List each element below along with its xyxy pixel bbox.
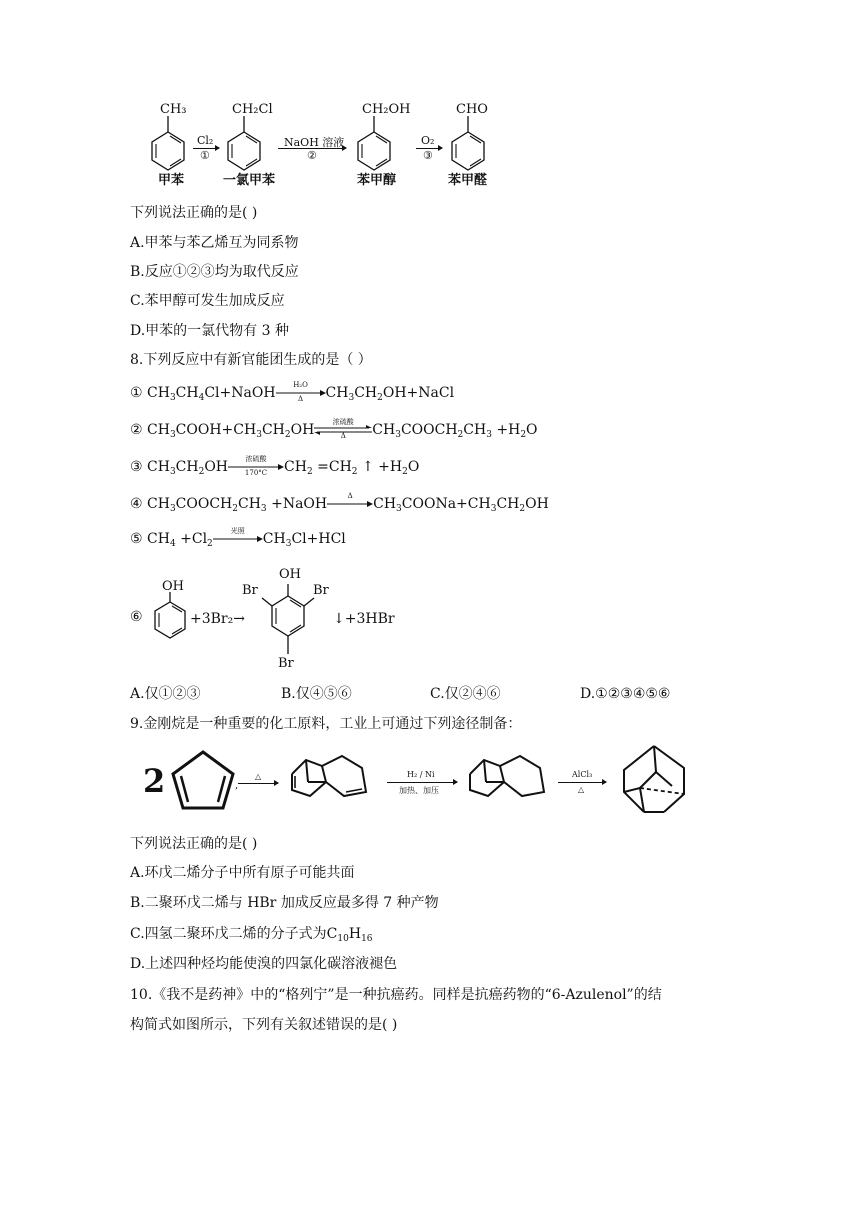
q7-option-d: D.甲苯的一氯代物有 3 种: [130, 323, 289, 339]
q8-option-a: A.仅①②③: [130, 686, 201, 702]
substituent-ch2oh: CH₂OH: [362, 102, 411, 117]
eq2-arrow-bottom: Δ: [340, 432, 346, 440]
q8-option-d: D.①②③④⑤⑥: [580, 686, 671, 702]
tribromophenol-br-right: Br: [313, 583, 329, 598]
arrow-2-bottom: ②: [307, 149, 317, 162]
q8-equation-3: ③ $CH_3CH_2OH$ 浓硫酸 170°C $CH_2 =CH_2$ ↑ $+H_2O$: [130, 455, 420, 477]
arrow-3-bottom: ③: [423, 149, 433, 162]
q9-option-b: B.二聚环戊二烯与 HBr 加成反应最多得 7 种产物: [130, 895, 439, 911]
name-benzyl-alcohol: 苯甲醇: [357, 173, 397, 188]
eq1-arrow-top: H₂O: [293, 381, 308, 389]
tribromophenol-br-left: Br: [242, 583, 258, 598]
name-toluene: 甲苯: [158, 173, 185, 188]
arrow-1-bottom: ①: [200, 149, 210, 162]
arrow-3: [416, 134, 444, 164]
eq1-arrow-bottom: Δ: [298, 395, 304, 403]
q10-line-1: 10.《我不是药神》中的“格列宁”是一种抗癌药。同样是抗癌药物的“6-Azulenol”的结: [130, 987, 662, 1003]
q9-arrow-2: [387, 768, 459, 798]
eq4-arrow-top: Δ: [347, 492, 353, 500]
arrow-2: [278, 134, 348, 164]
arrow-2-top: NaOH 溶液: [284, 136, 345, 149]
q7-option-c: C.苯甲醇可发生加成反应: [130, 293, 285, 309]
q9-option-d: D.上述四种烃均能使溴的四氯化碳溶液褪色: [130, 956, 398, 972]
q9-option-c-wrap: [130, 925, 373, 943]
svg-text:,: ,: [235, 780, 239, 791]
q8-equation-1: ① $CH_3CH_4Cl+NaOH$ H₂O Δ $CH_3CH_2OH+NaCl$: [130, 381, 455, 403]
benzene-ring-benzaldehyde: [446, 114, 490, 176]
eq6-number: ⑥: [130, 609, 143, 625]
tribromophenol-oh-label: OH: [279, 567, 301, 582]
eq3-number: ③: [130, 459, 143, 475]
eq5-arrow-top: 光照: [230, 527, 245, 535]
q7-option-a: A.甲苯与苯乙烯互为同系物: [130, 235, 299, 251]
q9-arrow-2-bottom: 加热、加压: [399, 786, 439, 795]
dicyclopentadiene: [282, 748, 382, 814]
formula-c10h16: $C_{10}H_{16}$: [326, 926, 373, 944]
q10-line-2: 构简式如图所示，下列有关叙述错误的是( ): [130, 1017, 398, 1033]
eq1-number: ①: [130, 385, 143, 401]
q9-arrow-3-bottom: △: [578, 785, 585, 794]
cyclopentadiene: [165, 748, 241, 812]
q9-option-a: A.环戊二烯分子中所有原子可能共面: [130, 865, 355, 881]
q8-stem: 8.下列反应中有新官能团生成的是（ ）: [130, 352, 372, 368]
coefficient-2: 2: [143, 762, 166, 800]
eq6-reagent: +3Br₂→: [190, 611, 245, 627]
eq2-arrow-top: 浓硫酸: [332, 418, 354, 426]
q9-arrow-1-top: △: [255, 772, 262, 781]
q8-equation-4: ④ $CH_3COOCH_2CH_3$ +NaOH Δ $CH_3COONa+CH_3CH_2OH$: [130, 492, 549, 514]
name-benzyl-chloride: 一氯甲苯: [223, 173, 276, 188]
eq3-arrow-top: 浓硫酸: [245, 455, 267, 463]
q9-arrow-2-top: H₂ / Ni: [407, 770, 435, 779]
benzene-ring-benzyl-alcohol: [352, 114, 396, 176]
eq5-number: ⑤: [130, 531, 143, 547]
q9-arrow-1: [238, 772, 280, 792]
q9-stem: 9.金刚烷是一种重要的化工原料，工业上可通过下列途径制备：: [130, 716, 522, 732]
q8-option-c: C.仅②④⑥: [430, 686, 501, 702]
q9-arrow-3: [558, 768, 608, 798]
tetrahydrodicyclopentadiene: [460, 748, 560, 814]
phenol-ring: [150, 592, 190, 644]
adamantane: [614, 742, 694, 818]
tribromophenol-br-bottom: Br: [278, 656, 294, 671]
benzene-ring-benzyl-chloride: [222, 114, 266, 176]
q8-option-b: B.仅④⑤⑥: [281, 686, 352, 702]
eq3-arrow-bottom: 170°C: [244, 469, 268, 477]
arrow-3-top: O₂: [421, 134, 435, 147]
substituent-cho: CHO: [456, 102, 488, 117]
phenol-oh-label: OH: [162, 579, 184, 594]
eq2-number: ②: [130, 422, 143, 438]
arrow-1-top: Cl₂: [197, 134, 214, 147]
tribromophenol-ring: [258, 582, 318, 658]
benzene-ring-toluene: [146, 114, 190, 176]
q8-equation-2: ② $CH_3COOH+CH_3CH_2OH$ 浓硫酸 Δ $CH_3COOCH_2CH_3 +H_2O$: [130, 418, 538, 440]
name-benzaldehyde: 苯甲醛: [448, 173, 488, 188]
substituent-ch3: CH₃: [160, 102, 187, 117]
q9-stem-2: 下列说法正确的是( ): [130, 836, 258, 852]
q7-option-b: B.反应①②③均为取代反应: [130, 264, 299, 280]
q9-arrow-3-top: AlCl₃: [572, 770, 593, 779]
q9-option-c: C.四氢二聚环戊二烯的分子式为: [130, 926, 327, 942]
q8-equation-5: ⑤ $CH_4 +Cl_2$ 光照 $CH_3Cl+HCl$: [130, 527, 346, 549]
eq6-product-tail: ↓+3HBr: [333, 611, 395, 627]
arrow-1: [193, 134, 221, 164]
eq4-number: ④: [130, 496, 143, 512]
substituent-ch2cl: CH₂Cl: [232, 102, 273, 117]
q7-stem: 下列说法正确的是( ): [130, 205, 258, 221]
